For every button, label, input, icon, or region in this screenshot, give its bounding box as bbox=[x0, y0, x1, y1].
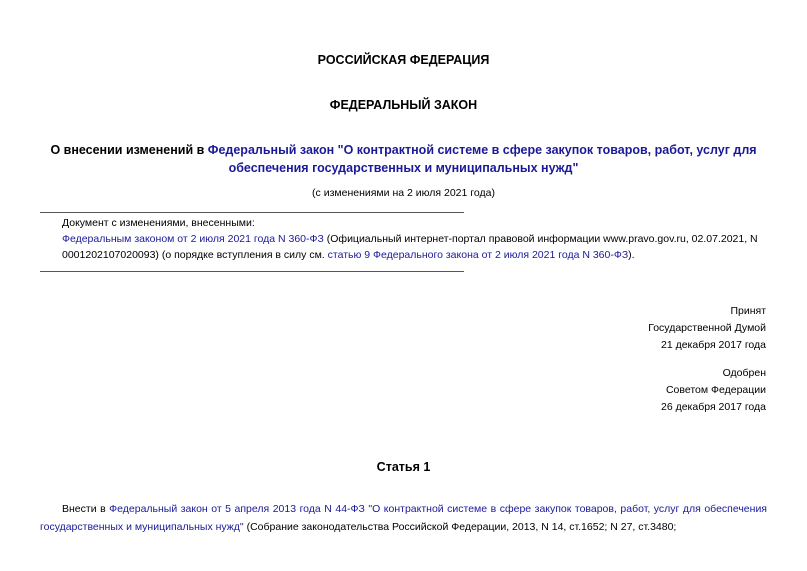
article-text-suffix: (Собрание законодательства Российской Федерации, 2013, N 14, ст.1652; N 27, ст.3480; bbox=[243, 521, 677, 533]
accepted-by: Государственной Думой bbox=[648, 322, 766, 334]
changes-closing: ). bbox=[628, 249, 635, 261]
accepted-block bbox=[648, 303, 766, 354]
revision-note: (с изменениями на 2 июля 2021 года) bbox=[312, 187, 495, 199]
approved-block bbox=[661, 365, 766, 416]
accepted-label: Принят bbox=[730, 305, 766, 317]
article-heading: Статья 1 bbox=[376, 460, 431, 474]
article-body bbox=[40, 500, 767, 536]
changes-block bbox=[40, 215, 767, 263]
accepted-date: 21 декабря 2017 года bbox=[660, 339, 766, 351]
changes-intro: Документ с изменениями, внесенными: bbox=[62, 217, 255, 229]
law-title-prefix: О внесении изменений в bbox=[50, 143, 208, 157]
amending-law-link[interactable]: Федеральным законом от 2 июля 2021 года N 360-ФЗ bbox=[62, 233, 324, 245]
country-heading: РОССИЙСКАЯ ФЕДЕРАЦИЯ bbox=[317, 53, 490, 67]
law-type-heading: ФЕДЕРАЛЬНЫЙ ЗАКОН bbox=[329, 98, 478, 112]
article-text-prefix: Внести в bbox=[62, 503, 110, 515]
federal-law-44-link[interactable]: Федеральный закон от 5 апреля 2013 года N 44-ФЗ "О контрактной системе в сфере закупок товаров, работ, услуг для обеспечения государственных и муниципальных нужд" bbox=[40, 503, 767, 533]
divider-top bbox=[40, 212, 464, 213]
approved-label: Одобрен bbox=[722, 367, 766, 379]
law-title bbox=[40, 141, 767, 177]
approved-date: 26 декабря 2017 года bbox=[660, 401, 766, 413]
approved-by: Советом Федерации bbox=[665, 384, 766, 396]
divider-bottom bbox=[40, 271, 464, 272]
publication-info: (Официальный интернет-портал правовой информации www.pravo.gov.ru, 02.07.2021, N 0001202107020093) (о порядке вступления в силу см. bbox=[62, 233, 758, 261]
changes-details bbox=[40, 231, 767, 263]
amended-law-link[interactable]: Федеральный закон "О контрактной системе в сфере закупок товаров, работ, услуг для обеспечения государственных и муниципальных нужд" bbox=[207, 143, 757, 175]
entry-into-force-link[interactable]: статью 9 Федерального закона от 2 июля 2021 года N 360-ФЗ bbox=[327, 249, 629, 261]
